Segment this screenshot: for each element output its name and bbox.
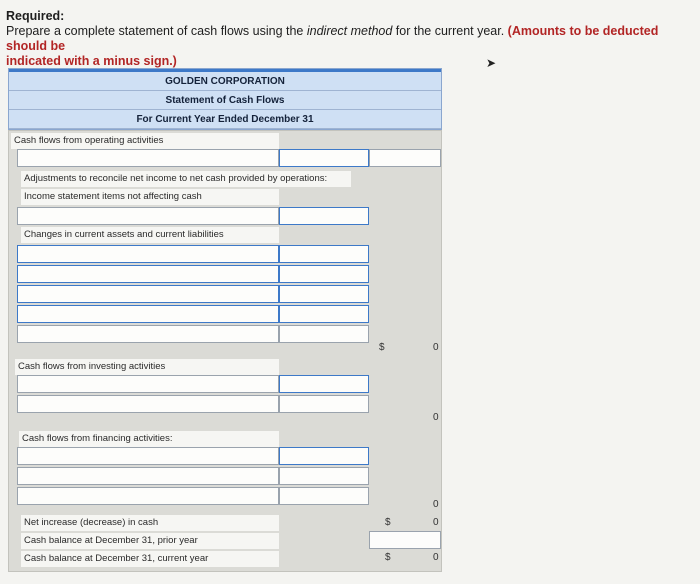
begin-balance-input[interactable]	[369, 531, 441, 549]
begin-balance-label: Cash balance at December 31, prior year	[21, 533, 279, 549]
statement-header	[8, 68, 442, 130]
investing-label-input[interactable]	[17, 395, 279, 413]
instruction-text-2: for the current year.	[392, 24, 508, 38]
change-row-2	[9, 265, 443, 283]
operating-net-income-row	[9, 149, 443, 167]
change-label-input[interactable]	[17, 305, 279, 323]
statement-period: For Current Year Ended December 31	[9, 110, 441, 129]
financing-label-input[interactable]	[17, 467, 279, 485]
income-item-amount-input[interactable]	[279, 207, 369, 225]
adjustments-label: Adjustments to reconcile net income to net cash provided by operations:	[21, 171, 351, 187]
operating-total-currency: $	[379, 342, 385, 353]
financing-amount-input[interactable]	[279, 487, 369, 505]
net-increase-label: Net increase (decrease) in cash	[21, 515, 279, 531]
instruction-warning: (Amounts to be deducted should be	[6, 24, 659, 53]
financing-row-2	[9, 467, 443, 485]
change-label-input[interactable]	[17, 265, 279, 283]
investing-row-2	[9, 395, 443, 413]
income-items-label: Income statement items not affecting cash	[21, 189, 279, 205]
investing-total-value: 0	[433, 412, 439, 423]
net-increase-value: 0	[433, 517, 439, 528]
section-operating-label: Cash flows from operating activities	[11, 133, 279, 149]
change-label-input[interactable]	[17, 285, 279, 303]
change-row-5	[9, 325, 443, 343]
investing-amount-input[interactable]	[279, 375, 369, 393]
end-balance-currency: $	[385, 552, 391, 563]
mouse-cursor-icon: ➤	[486, 56, 497, 70]
section-investing-label: Cash flows from investing activities	[15, 359, 279, 375]
statement-grid	[8, 130, 442, 572]
financing-amount-input[interactable]	[279, 467, 369, 485]
investing-label-input[interactable]	[17, 375, 279, 393]
change-amount-input[interactable]	[279, 325, 369, 343]
financing-total-value: 0	[433, 499, 439, 510]
financing-label-input[interactable]	[17, 487, 279, 505]
operating-total-value: 0	[433, 342, 439, 353]
change-label-input[interactable]	[17, 245, 279, 263]
financing-label-input[interactable]	[17, 447, 279, 465]
change-amount-input[interactable]	[279, 245, 369, 263]
financing-row-3	[9, 487, 443, 505]
end-balance-label: Cash balance at December 31, current year	[21, 551, 279, 567]
changes-label: Changes in current assets and current liabilities	[21, 227, 279, 243]
statement-title: Statement of Cash Flows	[9, 91, 441, 110]
required-heading: Required:	[6, 9, 65, 23]
change-row-3	[9, 285, 443, 303]
investing-amount-input[interactable]	[279, 395, 369, 413]
instructions	[6, 9, 696, 69]
change-amount-input[interactable]	[279, 305, 369, 323]
change-row-1	[9, 245, 443, 263]
section-financing-label: Cash flows from financing activities:	[19, 431, 279, 447]
company-name: GOLDEN CORPORATION	[9, 72, 441, 91]
change-amount-input[interactable]	[279, 265, 369, 283]
change-row-4	[9, 305, 443, 323]
operating-total-input[interactable]	[369, 149, 441, 167]
financing-row-1	[9, 447, 443, 465]
end-balance-value: 0	[433, 552, 439, 563]
income-item-label-input[interactable]	[17, 207, 279, 225]
net-increase-currency: $	[385, 517, 391, 528]
investing-row-1	[9, 375, 443, 393]
change-label-input[interactable]	[17, 325, 279, 343]
income-item-row-1	[9, 207, 443, 225]
operating-amount-input[interactable]	[279, 149, 369, 167]
instruction-emphasis: indirect method	[306, 24, 393, 38]
financing-amount-input[interactable]	[279, 447, 369, 465]
change-amount-input[interactable]	[279, 285, 369, 303]
instruction-text: Prepare a complete statement of cash flows using the	[6, 24, 307, 38]
operating-label-input[interactable]	[17, 149, 279, 167]
instruction-warning-2: indicated with a minus sign.)	[6, 54, 177, 68]
